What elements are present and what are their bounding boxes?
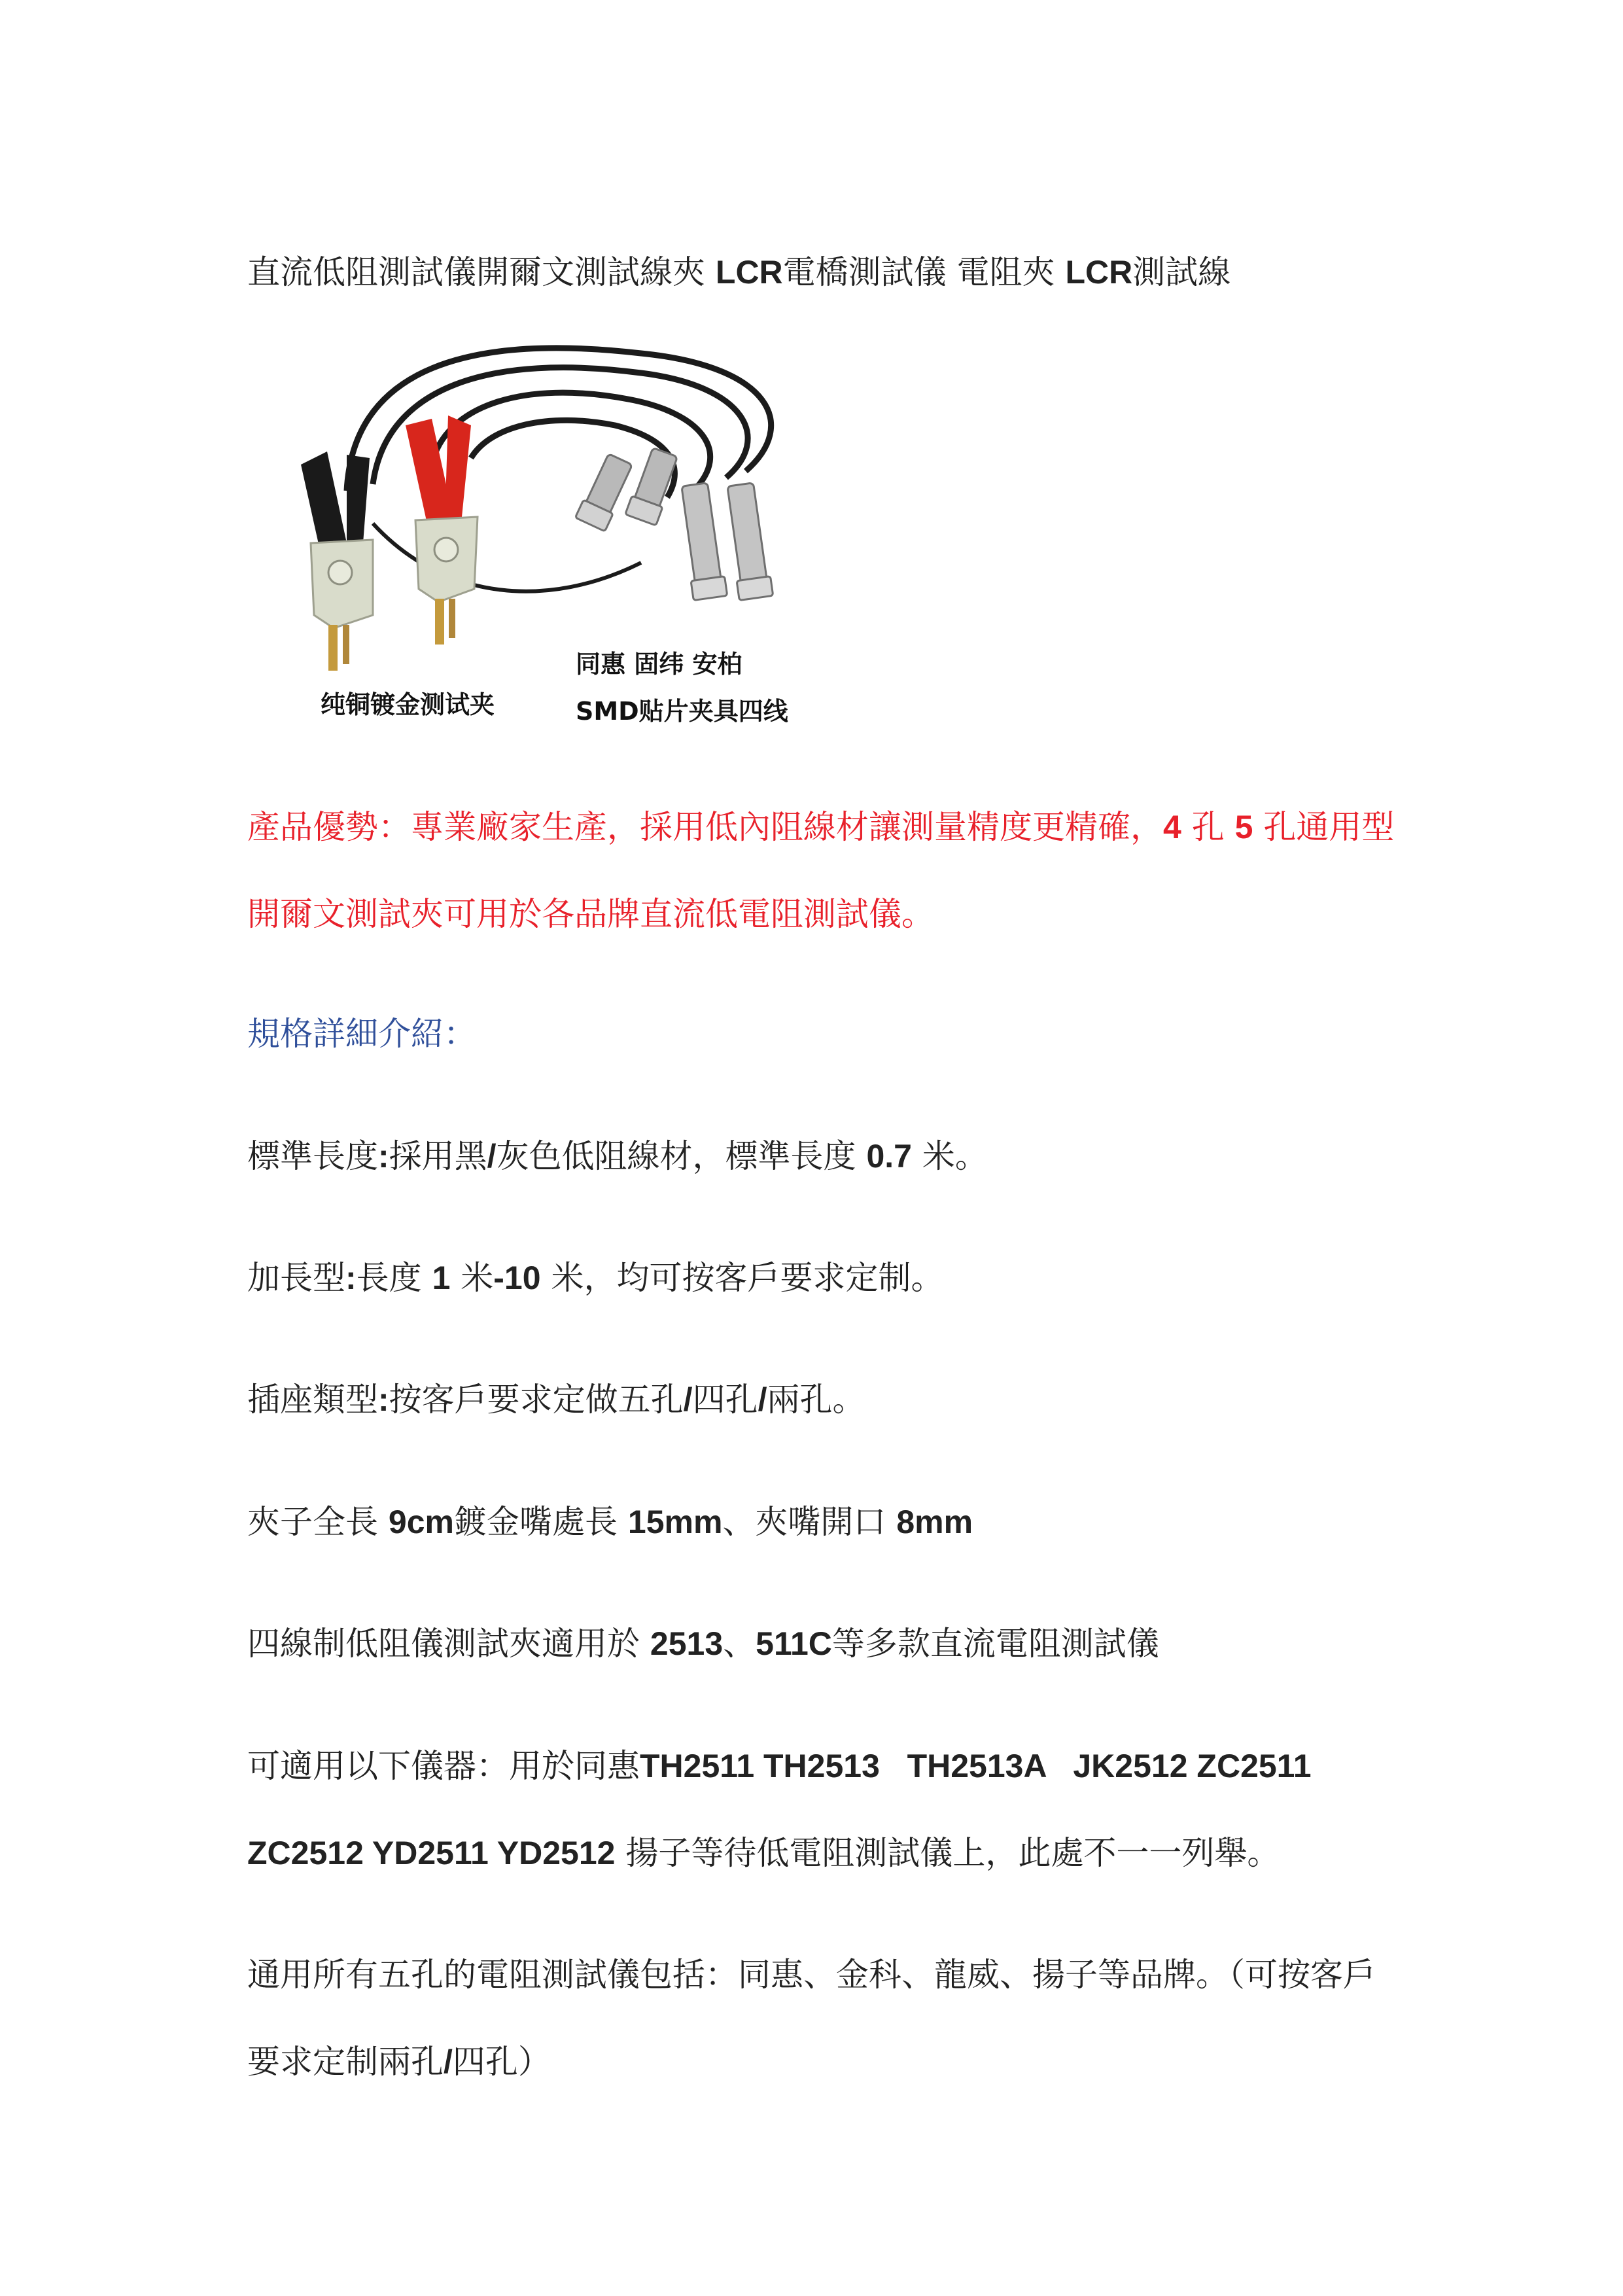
spec-length-text-2: 灰色低阻線材，標準長度 [496,1137,867,1175]
product-photo [275,327,865,746]
spec-four-model-1: 2513 [650,1625,724,1662]
spec-ext-value-2: -10 [493,1260,541,1296]
spec-ext-text-3: 米，均可按客戶要求定制。 [540,1259,944,1297]
advantage-num-5: 5 [1234,809,1253,845]
spec-heading: 規格詳細介紹： [247,1015,476,1053]
spec-clip-text-2: 鍍金嘴處長 [453,1503,628,1541]
advantage-line-1 [247,806,1394,848]
title-text-2: 電橋測試儀 電阻夾 [782,253,1066,291]
spec-apply-text-2: 揚子等待低電阻測試儀上，此處不一一列舉。 [615,1834,1280,1872]
spec-length-value: 0.7 [866,1138,912,1174]
spec-clip-tip-length: 15mm [627,1504,723,1540]
spec-applicable-line-2 [247,1832,1280,1874]
spec-ext-value-1: 1 [432,1260,451,1296]
spec-socket-type [247,1379,865,1421]
spec-length-label: 標準長度 [247,1137,378,1175]
spec-length-text-1: 採用黑 [389,1137,487,1175]
spec-clip-size [247,1501,973,1543]
advantage-text-2: 孔 [1181,808,1235,846]
spec-four-wire [247,1623,1159,1665]
spec-four-text-1: 四線制低阻儀測試夾適用於 [247,1625,650,1663]
spec-apply-models-2: ZC2512 YD2511 YD2512 [247,1835,616,1871]
spec-socket-text-1: 按客戶要求定做五孔 [389,1381,684,1419]
advantage-text-1: 產品優勢：專業廠家生產，採用低內阻線材讓測量精度更精確， [247,808,1163,846]
spec-general-slash: / [444,2043,453,2080]
photo-caption-fixture: SMD贴片夹具四线 [576,697,788,726]
spec-socket-text-3: 兩孔。 [767,1381,865,1419]
advantage-line-2: 開爾文測試夾可用於各品牌直流低電阻測試儀。 [247,895,934,933]
spec-socket-slash-1: / [683,1381,693,1418]
spec-general-line-2 [247,2041,551,2083]
spec-extended-type [247,1257,943,1299]
spec-socket-label: 插座類型 [247,1381,378,1419]
photo-caption-brands: 同惠 固纬 安柏 [576,650,742,679]
spec-clip-opening: 8mm [896,1504,973,1540]
spec-clip-text-3: 、夾嘴開口 [722,1503,897,1541]
spec-general-text-1: 要求定制兩孔 [247,2043,444,2081]
title-lcr-1: LCR [715,254,783,291]
spec-general-line-1: 通用所有五孔的電阻測試儀包括：同惠、金科、龍威、揚子等品牌。（可按客戶 [247,1956,1376,1994]
spec-standard-length [247,1135,988,1177]
spec-socket-text-2: 四孔 [692,1381,758,1419]
spec-ext-colon: : [345,1260,357,1296]
advantage-num-4: 4 [1163,809,1181,845]
title-text-1: 直流低阻測試儀開爾文測試線夾 [247,253,716,291]
advantage-text-3: 孔通用型 [1253,808,1395,846]
spec-length-slash: / [487,1138,497,1174]
title-text-3: 測試線 [1132,253,1231,291]
spec-four-text-3: 等多款直流電阻測試儀 [831,1625,1159,1663]
spec-ext-text-1: 長度 [356,1259,432,1297]
photo-caption-clip: 纯铜镀金测试夹 [321,690,495,719]
spec-socket-slash-2: / [758,1381,767,1418]
spec-applicable-line-1 [247,1745,1312,1787]
spec-length-colon: : [378,1138,389,1174]
spec-socket-colon: : [378,1381,389,1418]
document-title [247,251,1230,293]
spec-ext-label: 加長型 [247,1259,345,1297]
spec-ext-text-2: 米 [450,1259,494,1297]
spec-clip-text-1: 夾子全長 [247,1503,389,1541]
spec-four-text-2: 、 [723,1625,756,1663]
spec-apply-models-1: TH2511 TH2513 TH2513A JK2512 ZC2511 [640,1748,1312,1784]
title-lcr-2: LCR [1065,254,1133,291]
spec-clip-length: 9cm [388,1504,454,1540]
spec-four-model-2: 511C [756,1625,832,1662]
spec-apply-text-1: 可適用以下儀器：用於同惠 [247,1747,640,1785]
spec-general-text-2: 四孔） [452,2043,551,2081]
spec-length-text-3: 米。 [911,1137,988,1175]
